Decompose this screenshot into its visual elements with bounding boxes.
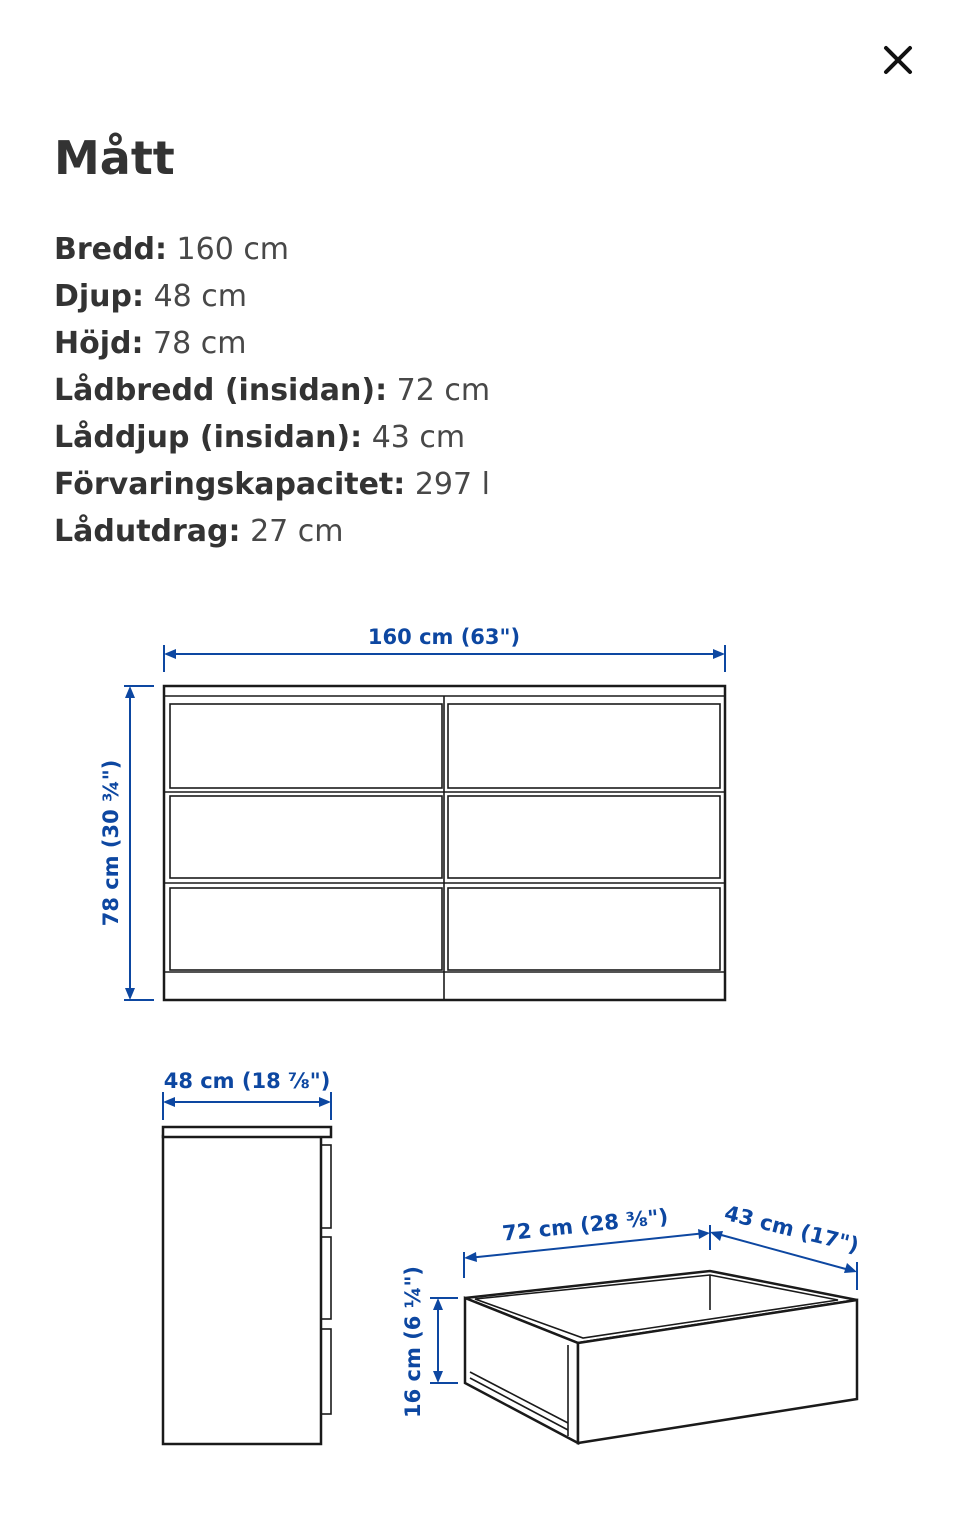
spec-value: 27 cm	[250, 514, 344, 549]
spec-value: 297 l	[414, 467, 490, 502]
spec-row-drawer-width	[54, 367, 490, 414]
drawer-width-label: 72 cm (28 ⅜")	[501, 1204, 670, 1246]
depth-label: 48 cm (18 ⅞")	[163, 1069, 331, 1093]
spec-label: Lådbredd (insidan):	[54, 373, 388, 408]
drawer-height-dimension	[401, 1266, 458, 1418]
spec-row-height	[54, 320, 490, 367]
spec-row-drawer-depth	[54, 414, 490, 461]
spec-label: Förvaringskapacitet:	[54, 467, 406, 502]
spec-row-depth	[54, 273, 490, 320]
width-dimension	[164, 625, 725, 672]
width-label: 160 cm (63")	[367, 625, 521, 649]
close-icon	[883, 45, 913, 75]
spec-value: 78 cm	[153, 326, 247, 361]
spec-row-drawer-extension	[54, 508, 490, 555]
drawer-depth-label: 43 cm (17")	[722, 1200, 862, 1258]
spec-label: Djup:	[54, 279, 145, 314]
height-label: 78 cm (30 ¾")	[99, 759, 123, 927]
close-button[interactable]	[874, 36, 922, 84]
height-dimension	[99, 686, 154, 1000]
drawer-view	[465, 1271, 857, 1443]
spec-value: 43 cm	[371, 420, 466, 455]
spec-value: 160 cm	[176, 232, 290, 267]
spec-value: 72 cm	[396, 373, 491, 408]
drawer-width-dimension	[464, 1204, 710, 1278]
spec-value: 48 cm	[153, 279, 247, 314]
dimension-diagram	[0, 600, 960, 1480]
spec-list	[54, 226, 490, 555]
dialog-title: Mått	[54, 131, 175, 185]
spec-label: Höjd:	[54, 326, 144, 361]
spec-row-width	[54, 226, 490, 273]
depth-dimension	[163, 1069, 331, 1120]
drawer-height-label: 16 cm (6 ¼")	[401, 1266, 425, 1418]
front-view-dresser	[164, 686, 725, 1000]
spec-label: Låddjup (insidan):	[54, 420, 363, 455]
spec-row-storage-capacity	[54, 461, 490, 508]
spec-label: Bredd:	[54, 232, 167, 267]
spec-label: Lådutdrag:	[54, 514, 241, 549]
side-view-dresser	[163, 1127, 331, 1444]
